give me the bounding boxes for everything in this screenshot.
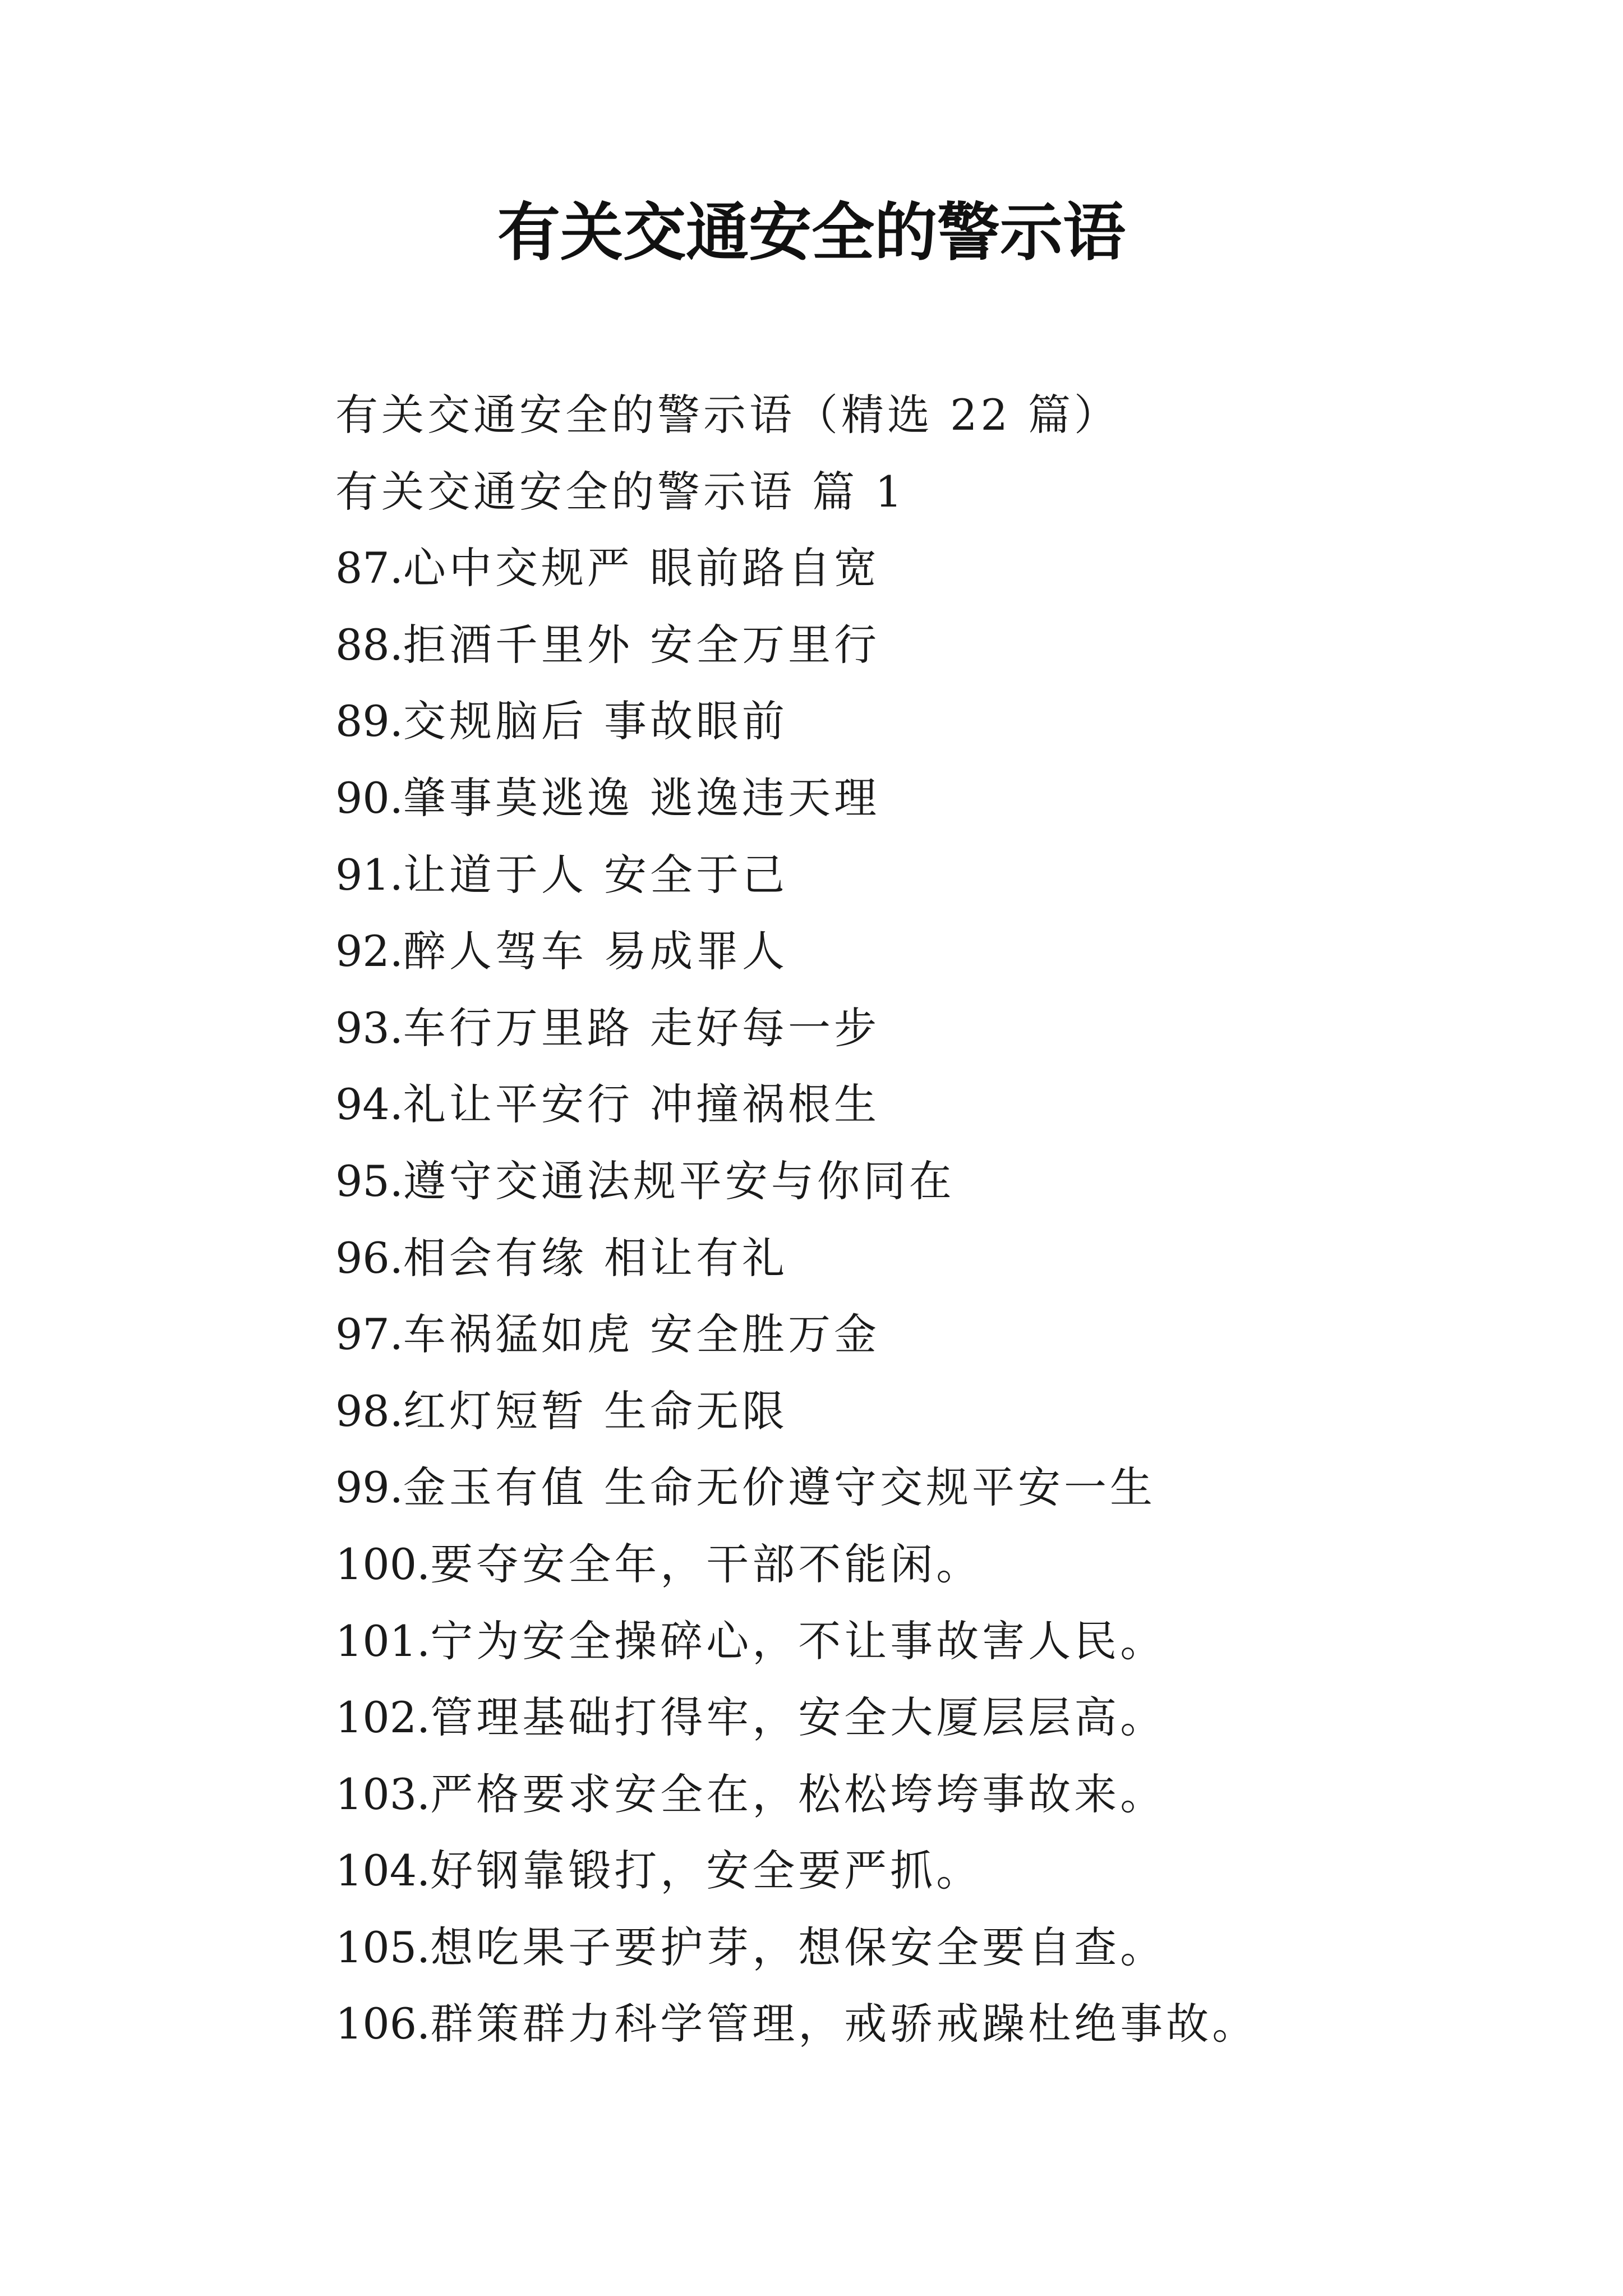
- document-title: 有关交通安全的警示语: [497, 196, 1126, 269]
- item-number: 100.: [335, 1539, 431, 1589]
- list-item: [335, 1066, 1513, 1143]
- item-text: 想吃果子要护芽，想保安全要自查。: [430, 1922, 1166, 1972]
- item-text: 肇事莫逃逸 逃逸违天理: [403, 772, 880, 823]
- list-item: [335, 990, 1513, 1067]
- list-item: [335, 530, 1513, 607]
- list-item: [335, 760, 1513, 837]
- item-text: 遵守交通法规平安与你同在: [403, 1156, 955, 1206]
- list-item: [335, 1373, 1513, 1450]
- list-item: [335, 1680, 1513, 1756]
- item-text: 红灯短暂 生命无限: [403, 1386, 789, 1436]
- list-item: [335, 913, 1513, 990]
- list-item: [335, 1986, 1513, 2063]
- item-text: 车祸猛如虎 安全胜万金: [403, 1309, 880, 1360]
- list-item: [335, 1143, 1513, 1220]
- item-number: 97.: [335, 1309, 403, 1360]
- item-number: 105.: [335, 1922, 431, 1972]
- item-number: 102.: [335, 1692, 431, 1743]
- list-item: [335, 1603, 1513, 1680]
- item-text: 礼让平安行 冲撞祸根生: [403, 1079, 880, 1130]
- item-number: 92.: [335, 926, 403, 977]
- item-number: 99.: [335, 1462, 403, 1513]
- item-number: 88.: [335, 619, 403, 670]
- item-number: 96.: [335, 1232, 403, 1283]
- list-item: [335, 1833, 1513, 1910]
- section-heading: 有关交通安全的警示语 篇 1: [335, 466, 906, 517]
- item-number: 91.: [335, 849, 403, 900]
- item-text: 心中交规严 眼前路自宽: [403, 543, 880, 593]
- item-number: 95.: [335, 1156, 403, 1206]
- item-text: 管理基础打得牢，安全大厦层层高。: [430, 1692, 1166, 1743]
- list-item: [335, 1910, 1513, 1986]
- document-subtitle: 有关交通安全的警示语（精选 22 篇）: [335, 390, 1121, 440]
- list-item: [335, 1756, 1513, 1833]
- item-text: 宁为安全操碎心，不让事故害人民。: [430, 1616, 1166, 1666]
- item-number: 94.: [335, 1079, 403, 1130]
- list-item: [335, 607, 1513, 684]
- item-number: 103.: [335, 1769, 431, 1819]
- item-text: 拒酒千里外 安全万里行: [403, 619, 880, 670]
- item-text: 让道于人 安全于己: [403, 849, 789, 900]
- item-text: 严格要求安全在，松松垮垮事故来。: [430, 1769, 1166, 1819]
- item-text: 金玉有值 生命无价遵守交规平安一生: [403, 1462, 1156, 1513]
- item-number: 89.: [335, 696, 403, 747]
- item-number: 87.: [335, 543, 403, 593]
- item-text: 车行万里路 走好每一步: [403, 1002, 880, 1053]
- list-item: [335, 683, 1513, 760]
- item-text: 群策群力科学管理，戒骄戒躁杜绝事故。: [430, 1999, 1258, 2049]
- item-number: 104.: [335, 1846, 431, 1896]
- document-body: [335, 377, 1513, 2063]
- item-text: 要夺安全年，干部不能闲。: [430, 1539, 983, 1589]
- list-item: [335, 837, 1513, 914]
- item-number: 90.: [335, 772, 403, 823]
- item-number: 106.: [335, 1999, 431, 2049]
- item-number: 101.: [335, 1616, 431, 1666]
- item-text: 交规脑后 事故眼前: [403, 696, 789, 747]
- item-text: 醉人驾车 易成罪人: [403, 926, 789, 977]
- list-item: [335, 1526, 1513, 1603]
- list-item: [335, 1450, 1513, 1526]
- item-text: 相会有缘 相让有礼: [403, 1232, 789, 1283]
- list-item: [335, 1296, 1513, 1373]
- item-number: 98.: [335, 1386, 403, 1436]
- item-number: 93.: [335, 1002, 403, 1053]
- item-text: 好钢靠锻打，安全要严抓。: [430, 1846, 983, 1896]
- list-item: [335, 1220, 1513, 1297]
